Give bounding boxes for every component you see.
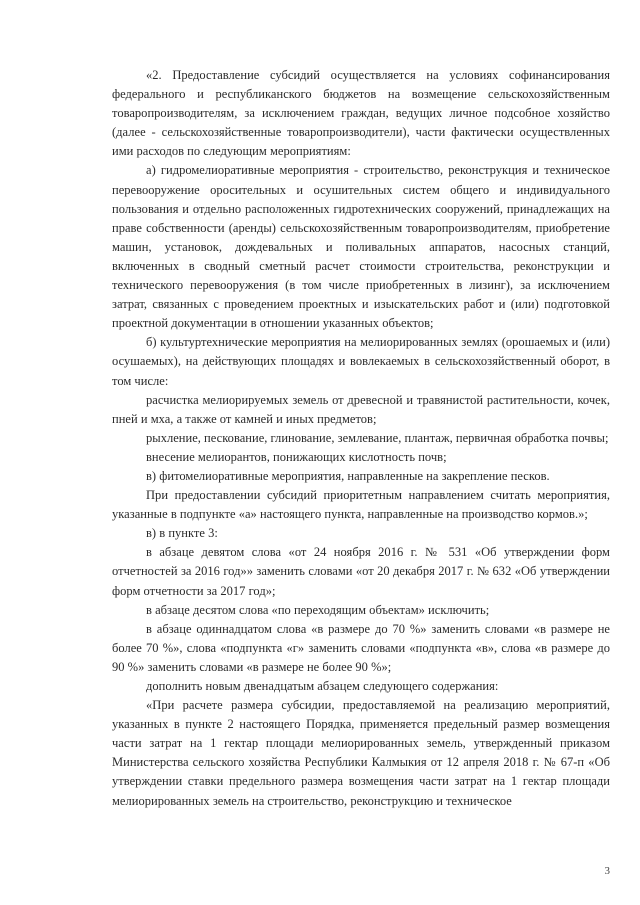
paragraph-calculation: «При расчете размера субсидии, предоставляемой на реализацию мероприятий, указанных в пункте 2 настоящего Порядка, применяется предельный размер возмещения части затрат на 1 гектар площади мелиорированных земель, утвержденный приказом Министерства сельского хозяйства Республики Калмыкия от 12 апреля 2018 г. № 67-п «Об утверждении ставки предельного размера возмещения части затрат на 1 гектар площади мелиорированных земель на строительство, реконструкцию и техническое [112, 698, 610, 808]
paragraph-tenth-abzac: в абзаце десятом слова «по переходящим объектам» исключить; [146, 602, 490, 617]
paragraph-loosening: рыхление, пескование, глинование, землевание, плантаж, первичная обработка почвы; [146, 430, 609, 445]
document-body [112, 66, 610, 811]
paragraph-item-a: а) гидромелиоративные мероприятия - строительство, реконструкция и техническое перевооружение оросительных и осушительных систем общего и индивидуального пользования и отдельно расположенных гидротехнических сооружений, принадлежащих на праве собственности (аренды) сельскохозяйственным товаропроизводителям, приобретение машин, установок, дождевальных и поливальных аппаратов, насосных станций, включенных в сводный сметный расчет стоимости строительства, реконструкции и технического перевооружения (в том числе приобретенных в лизинг), за исключением затрат, связанных с проведением проектных и изыскательских работ и (или) подготовкой проектной документации в отношении указанных объектов; [112, 163, 610, 331]
paragraph-item-b: б) культуртехнические мероприятия на мелиорированных землях (орошаемых и (или) осушаемых), на действующих площадях и вовлекаемых в сельскохозяйственный оборот, в том числе: [112, 335, 610, 388]
paragraph-point-3: в) в пункте 3: [146, 526, 218, 541]
paragraph-add-twelfth: дополнить новым двенадцатым абзацем следующего содержания: [146, 679, 499, 693]
paragraph-eleventh-abzac: в абзаце одиннадцатом слова «в размере до 70 %» заменить словами «в размере не более 70 %», слова «подпункта «г» заменить словами «подпункта «в», слова «в размере до 90 %» заменить словами «в размере не более 90 %»; [112, 621, 610, 674]
paragraph-priority: При предоставлении субсидий приоритетным направлением считать мероприятия, указанные в подпункте «а» настоящего пункта, направленные на производство кормов.»; [112, 488, 610, 522]
paragraph-clearing: расчистка мелиорируемых земель от древесной и травянистой растительности, кочек, пней и мха, а также от камней и иных предметов; [112, 392, 610, 426]
page-number: 3 [604, 865, 610, 877]
paragraph-ameliorants: внесение мелиорантов, понижающих кислотность почв; [146, 449, 447, 464]
paragraph-item-v: в) фитомелиоративные мероприятия, направленные на закрепление песков. [146, 468, 550, 483]
paragraph-ninth-abzac: в абзаце девятом слова «от 24 ноября 2016 г. № 531 «Об утверждении форм отчетностей за 2016 год»» заменить словами «от 20 декабря 2017 г. № 632 «Об утверждении форм отчетности за 2017 год»; [112, 545, 610, 598]
paragraph-intro: «2. Предоставление субсидий осуществляется на условиях софинансирования федерального и республиканского бюджетов на возмещение сельскохозяйственным товаропроизводителям, за исключением граждан, ведущих личное подсобное хозяйство (далее - сельскохозяйственные товаропроизводители), части фактически осуществленных ими расходов по следующим мероприятиям: [112, 68, 610, 159]
